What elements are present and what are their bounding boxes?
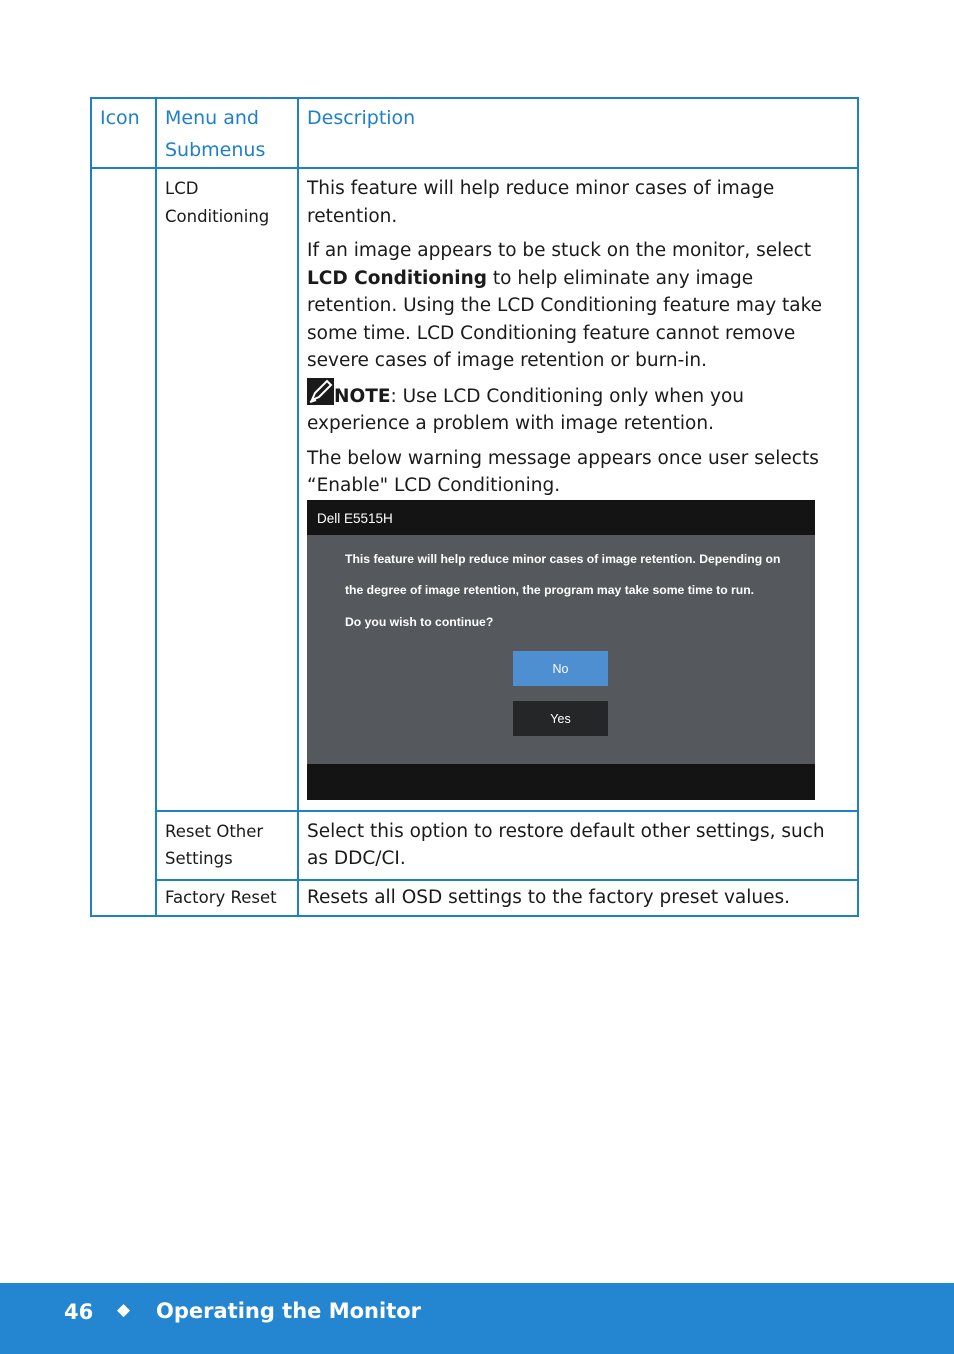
icon-cell — [91, 168, 156, 916]
description-lcd-conditioning — [298, 168, 858, 811]
table-header-row — [91, 98, 858, 168]
dialog-footer-bar — [307, 764, 815, 800]
menu-lcd-conditioning: LCD Conditioning — [156, 168, 298, 811]
lcd-warning-dialog — [307, 500, 815, 800]
header-menu: Menu and Submenus — [156, 98, 298, 168]
page-footer — [0, 1283, 954, 1354]
osd-menu-table — [90, 97, 859, 917]
note-pencil-icon — [307, 378, 334, 405]
dialog-line-2: the degree of image retention, the program may take some time to run. — [345, 583, 755, 597]
note-text: : Use LCD Conditioning only when you experience a problem with image retention. — [307, 385, 744, 434]
lcd-paragraph-2 — [307, 237, 849, 375]
dialog-line-3: Do you wish to continue? — [345, 614, 494, 629]
menu-reset-other-settings: Reset Other Settings — [156, 811, 298, 880]
dialog-title: Dell E5515H — [307, 500, 815, 535]
lcd-p2-bold: LCD Conditioning — [307, 267, 488, 289]
description-factory-reset: Resets all OSD settings to the factory preset values. — [298, 880, 858, 916]
lcd-p2-post: to help eliminate any image retention. Using the LCD Conditioning feature may take some time. LCD Conditioning feature cannot remove severe cases of image retention or burn-in. — [307, 267, 823, 371]
dialog-line-1: This feature will help reduce minor cases of image retention. Depending on — [345, 551, 781, 566]
note-label: NOTE — [334, 385, 391, 407]
no-button[interactable]: No — [513, 651, 608, 686]
table-row-reset-other — [91, 811, 858, 880]
page-number: 46 — [64, 1300, 94, 1324]
header-icon: Icon — [91, 98, 156, 168]
table-row-lcd-conditioning — [91, 168, 858, 811]
description-reset-other: Select this option to restore default other settings, such as DDC/CI. — [298, 811, 858, 880]
menu-factory-reset: Factory Reset — [156, 880, 298, 916]
yes-button[interactable]: Yes — [513, 701, 608, 736]
diamond-icon: ◆ — [117, 1300, 131, 1320]
table-row-factory-reset — [91, 880, 858, 916]
lcd-paragraph-3: The below warning message appears once user selects “Enable" LCD Conditioning. — [307, 447, 819, 496]
header-description: Description — [298, 98, 858, 168]
section-title: Operating the Monitor — [156, 1299, 422, 1323]
lcd-paragraph-1: This feature will help reduce minor cases of image retention. — [307, 178, 775, 227]
lcd-p2-pre: If an image appears to be stuck on the monitor, select — [307, 240, 812, 261]
note-paragraph — [307, 378, 849, 438]
dialog-message — [345, 547, 780, 642]
